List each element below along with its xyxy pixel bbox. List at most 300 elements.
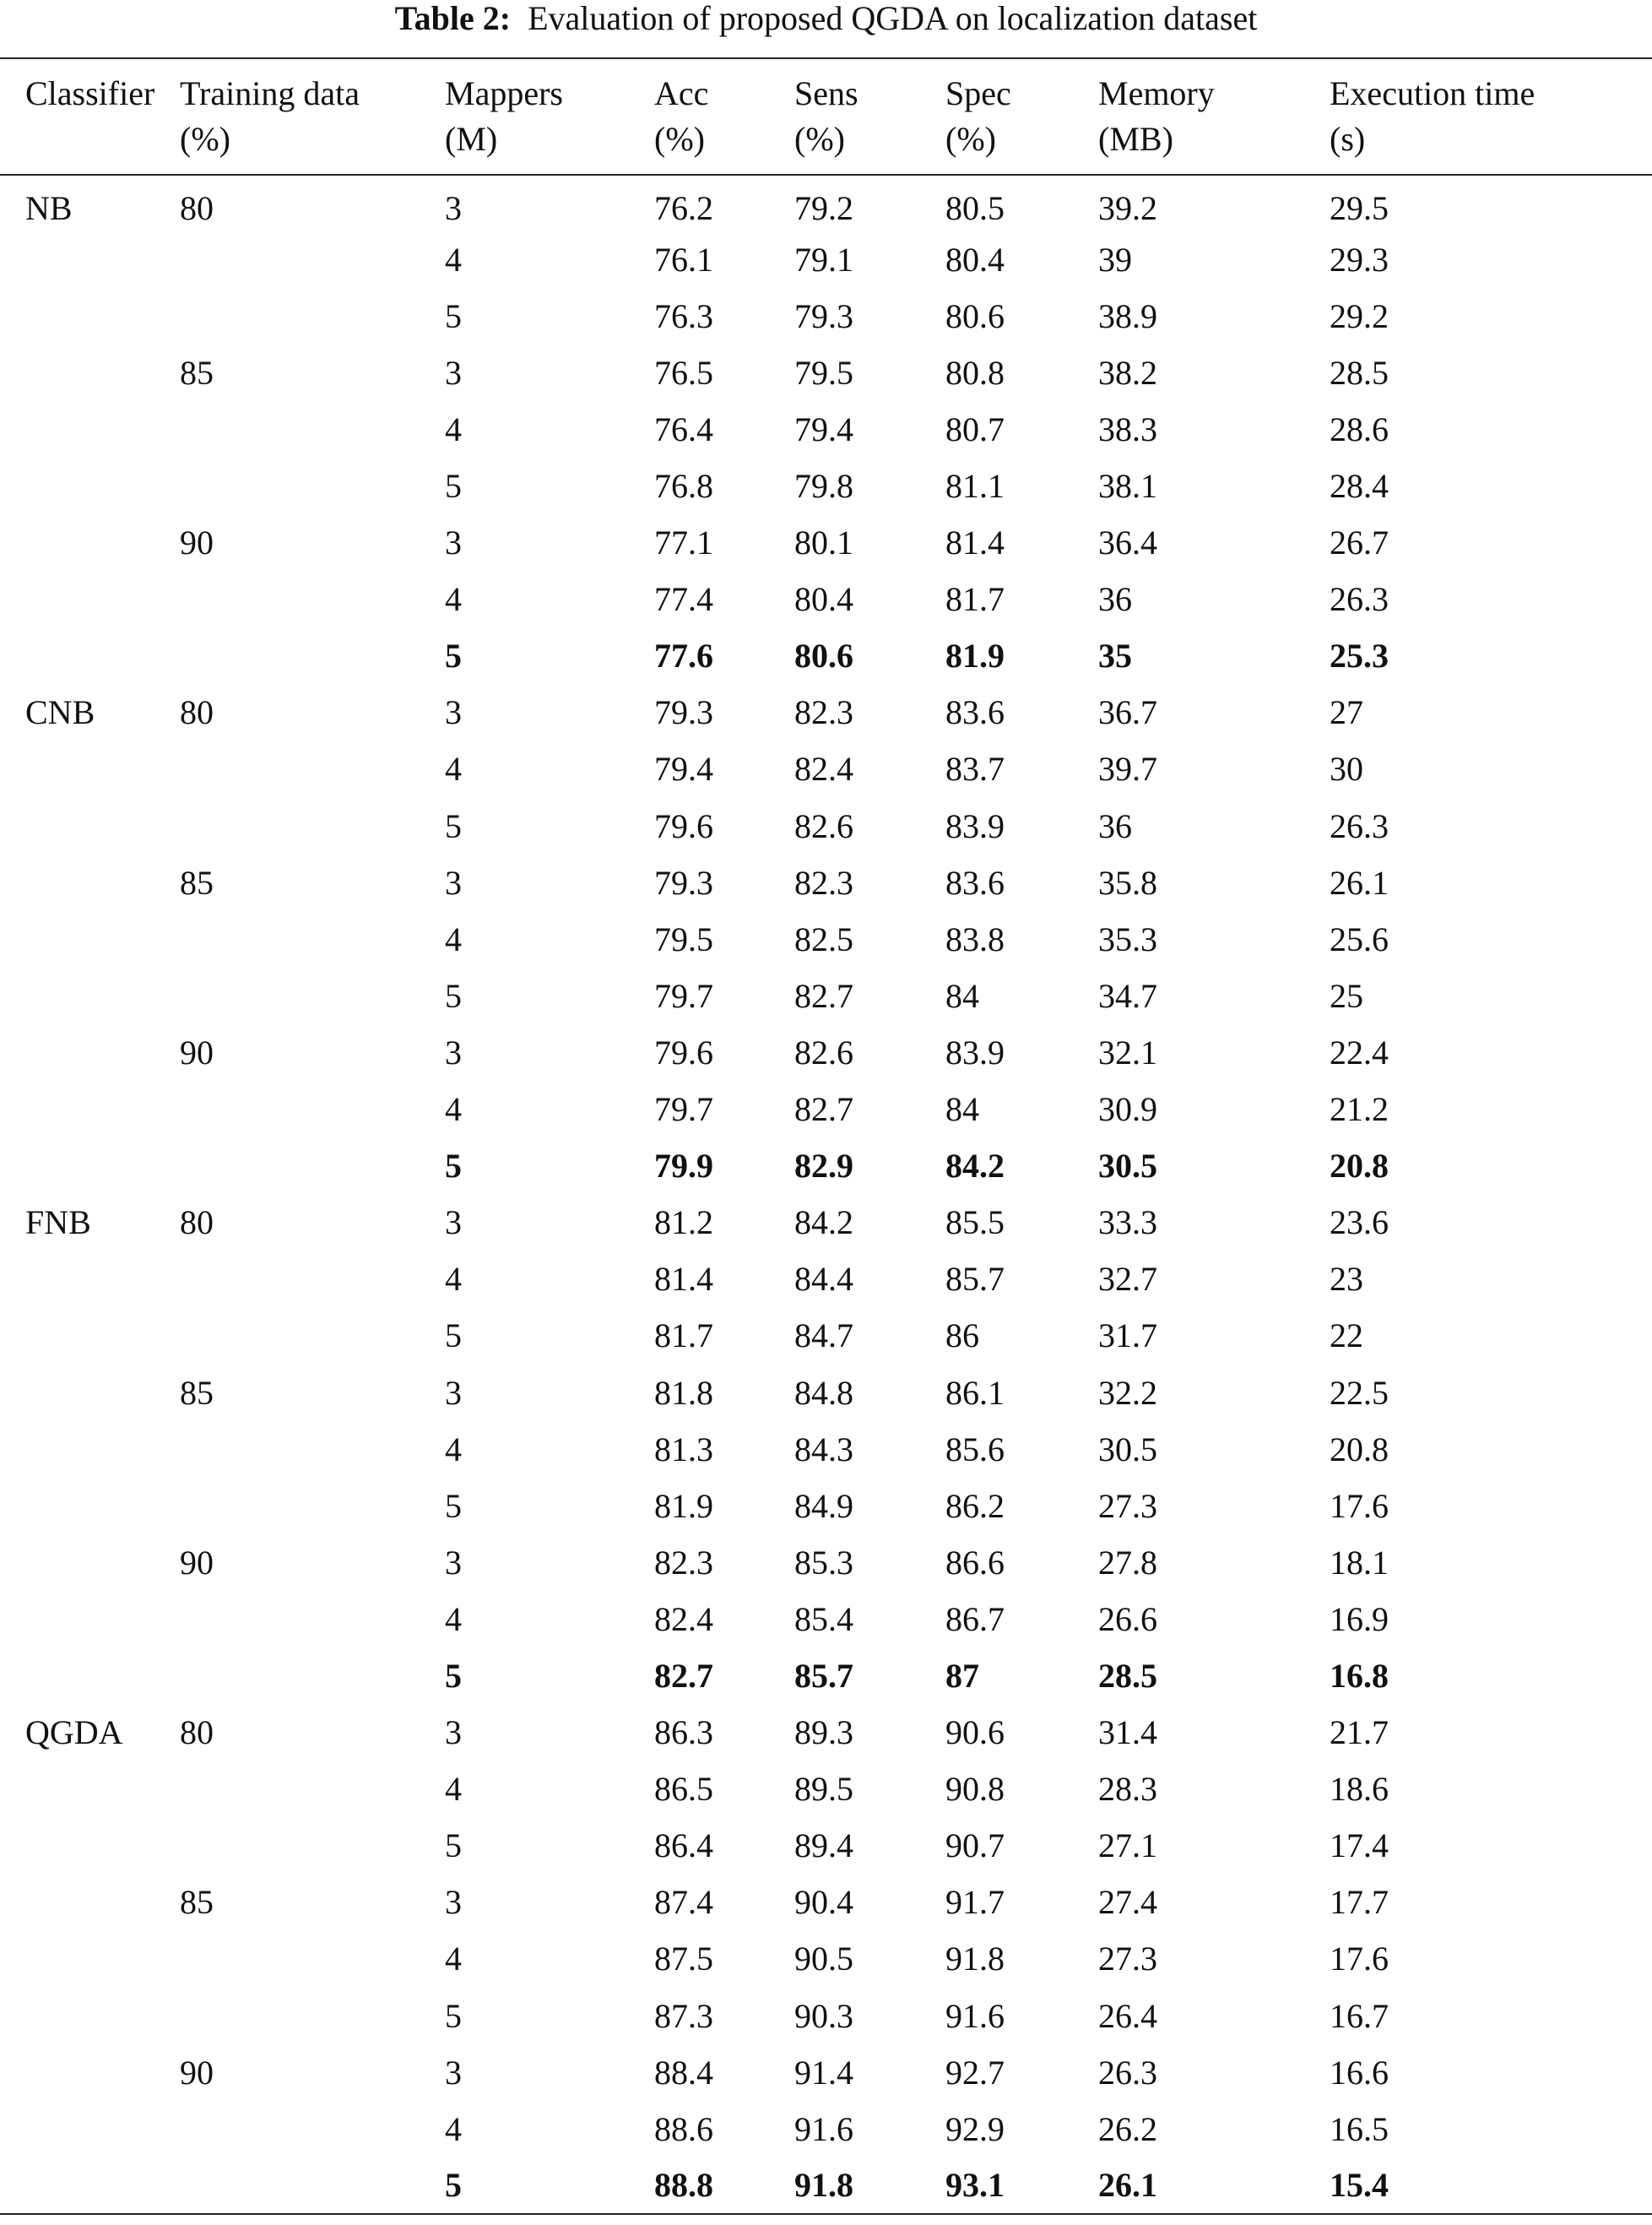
cell-memory: 36 [1098, 806, 1132, 845]
cell-mappers: 3 [445, 693, 462, 732]
cell-memory: 39.2 [1098, 189, 1157, 228]
cell-sens: 79.4 [794, 410, 853, 448]
cell-mappers: 3 [445, 1373, 462, 1412]
cell-execution-time: 28.4 [1330, 467, 1389, 506]
cell-acc: 79.3 [654, 863, 713, 902]
cell-classifier [0, 798, 173, 855]
cell-classifier [0, 628, 173, 685]
cell-mappers: 3 [445, 353, 462, 392]
cell-spec: 83.8 [945, 920, 1005, 958]
cell-memory: 31.7 [1098, 1316, 1157, 1355]
column-header-line: Training data [180, 74, 360, 112]
cell-acc: 77.4 [654, 580, 713, 619]
table-row [0, 1082, 1652, 1138]
cell-sens: 84.3 [794, 1430, 853, 1468]
cell-acc: 86.3 [654, 1713, 713, 1752]
cell-training-data [173, 2157, 445, 2214]
column-header-execution-time [1330, 58, 1652, 175]
cell-execution-time: 18.6 [1330, 1770, 1389, 1809]
table-row [0, 1647, 1652, 1704]
cell-spec: 83.9 [945, 806, 1005, 845]
cell-training-data [173, 1591, 445, 1647]
cell-sens: 85.7 [794, 1656, 853, 1695]
cell-execution-time: 30 [1330, 750, 1363, 789]
table-row [0, 798, 1652, 855]
table-caption [0, 0, 1652, 51]
cell-training-data [173, 1818, 445, 1875]
cell-spec: 91.6 [945, 1996, 1005, 2035]
cell-mappers: 5 [445, 296, 462, 335]
cell-training-data [173, 1082, 445, 1138]
cell-sens: 82.3 [794, 693, 853, 732]
table-row [0, 1988, 1652, 2044]
cell-memory: 38.1 [1098, 467, 1157, 506]
cell-memory: 35.3 [1098, 920, 1157, 958]
cell-spec: 91.7 [945, 1883, 1005, 1922]
cell-execution-time: 26.7 [1330, 524, 1389, 562]
cell-classifier [0, 2101, 173, 2157]
cell-mappers: 5 [445, 467, 462, 506]
column-header-training-data [173, 58, 445, 175]
cell-execution-time: 16.9 [1330, 1599, 1389, 1638]
table-row [0, 1761, 1652, 1818]
cell-mappers: 4 [445, 240, 462, 279]
cell-spec: 83.7 [945, 750, 1005, 789]
cell-execution-time: 18.1 [1330, 1543, 1389, 1582]
cell-spec: 91.8 [945, 1940, 1005, 1978]
cell-mappers: 4 [445, 1260, 462, 1299]
cell-classifier [0, 458, 173, 514]
cell-mappers: 5 [445, 1996, 462, 2035]
cell-sens: 80.1 [794, 524, 853, 562]
cell-spec: 86 [945, 1316, 979, 1355]
cell-execution-time: 22.5 [1330, 1373, 1389, 1412]
column-header-acc [654, 58, 794, 175]
cell-mappers: 3 [445, 524, 462, 562]
cell-execution-time: 28.6 [1330, 410, 1389, 448]
cell-classifier [0, 1024, 173, 1081]
cell-spec: 85.6 [945, 1430, 1005, 1468]
cell-spec: 83.6 [945, 693, 1005, 732]
cell-training-data [173, 628, 445, 685]
cell-execution-time: 17.6 [1330, 1940, 1389, 1978]
cell-mappers: 5 [445, 806, 462, 845]
cell-execution-time: 21.7 [1330, 1713, 1389, 1752]
cell-acc: 77.1 [654, 524, 713, 562]
table-row [0, 1705, 1652, 1761]
cell-classifier [0, 1421, 173, 1478]
cell-sens: 79.2 [794, 189, 853, 228]
cell-training-data [173, 231, 445, 288]
cell-memory: 32.7 [1098, 1260, 1157, 1299]
cell-memory: 38.9 [1098, 296, 1157, 335]
cell-classifier [0, 2157, 173, 2214]
table-row [0, 2044, 1652, 2101]
cell-execution-time: 29.5 [1330, 189, 1389, 228]
cell-training-data [173, 741, 445, 798]
cell-sens: 89.3 [794, 1713, 853, 1752]
cell-memory: 39 [1098, 240, 1132, 279]
cell-training-data [173, 1647, 445, 1704]
cell-training-data: 80 [180, 189, 214, 228]
cell-spec: 83.6 [945, 863, 1005, 902]
cell-acc: 81.9 [654, 1486, 713, 1525]
cell-execution-time: 20.8 [1330, 1430, 1389, 1468]
cell-mappers: 4 [445, 1940, 462, 1978]
cell-acc: 76.1 [654, 240, 713, 279]
cell-sens: 82.6 [794, 806, 853, 845]
cell-sens: 84.4 [794, 1260, 853, 1299]
cell-mappers: 5 [445, 1147, 462, 1186]
cell-mappers: 4 [445, 580, 462, 619]
cell-execution-time: 16.5 [1330, 2109, 1389, 2148]
cell-mappers: 5 [445, 976, 462, 1015]
cell-sens: 82.5 [794, 920, 853, 958]
table-row [0, 628, 1652, 685]
cell-mappers: 5 [445, 1316, 462, 1355]
table-row [0, 572, 1652, 628]
cell-acc: 79.9 [654, 1147, 713, 1186]
table-row [0, 911, 1652, 968]
cell-classifier [0, 231, 173, 288]
column-header-line: Classifier [25, 74, 155, 112]
table-header [0, 58, 1652, 175]
cell-training-data: 85 [180, 863, 214, 902]
cell-sens: 79.8 [794, 467, 853, 506]
cell-spec: 81.4 [945, 524, 1005, 562]
cell-execution-time: 21.2 [1330, 1090, 1389, 1129]
cell-execution-time: 17.6 [1330, 1486, 1389, 1525]
cell-training-data [173, 798, 445, 855]
table-row [0, 1138, 1652, 1195]
table-row [0, 968, 1652, 1024]
cell-spec: 90.7 [945, 1826, 1005, 1865]
cell-sens: 79.5 [794, 353, 853, 392]
table-row [0, 1818, 1652, 1875]
cell-sens: 84.9 [794, 1486, 853, 1525]
cell-classifier [0, 911, 173, 968]
table-row [0, 741, 1652, 798]
column-header-line: Mappers [445, 74, 563, 112]
cell-mappers: 4 [445, 1430, 462, 1468]
column-header-memory [1098, 58, 1330, 175]
cell-acc: 82.3 [654, 1543, 713, 1582]
cell-classifier [0, 572, 173, 628]
cell-sens: 82.9 [794, 1147, 853, 1186]
cell-memory: 30.5 [1098, 1147, 1157, 1186]
cell-memory: 30.5 [1098, 1430, 1157, 1468]
cell-execution-time: 16.7 [1330, 1996, 1389, 2035]
cell-acc: 81.8 [654, 1373, 713, 1412]
cell-sens: 90.3 [794, 1996, 853, 2035]
cell-spec: 92.7 [945, 2053, 1005, 2092]
column-header-sens [794, 58, 945, 175]
table-row [0, 2101, 1652, 2157]
cell-acc: 79.7 [654, 976, 713, 1015]
cell-memory: 27.1 [1098, 1826, 1157, 1865]
table-row [0, 2157, 1652, 2214]
cell-training-data: 90 [180, 2053, 214, 2092]
table-row [0, 1931, 1652, 1988]
cell-spec: 84 [945, 976, 979, 1015]
cell-memory: 27.3 [1098, 1940, 1157, 1978]
cell-mappers: 3 [445, 1883, 462, 1922]
cell-classifier [0, 855, 173, 911]
cell-training-data: 85 [180, 1373, 214, 1412]
cell-training-data [173, 458, 445, 514]
cell-classifier [0, 1647, 173, 1704]
table-row [0, 685, 1652, 741]
cell-execution-time: 17.7 [1330, 1883, 1389, 1922]
cell-classifier: QGDA [25, 1713, 123, 1752]
cell-classifier: NB [25, 189, 73, 228]
cell-classifier [0, 741, 173, 798]
cell-memory: 28.3 [1098, 1770, 1157, 1809]
cell-acc: 86.4 [654, 1826, 713, 1865]
cell-execution-time: 16.8 [1330, 1656, 1389, 1695]
cell-acc: 82.7 [654, 1656, 713, 1695]
cell-mappers: 3 [445, 1203, 462, 1242]
cell-mappers: 5 [445, 637, 462, 676]
table-row [0, 345, 1652, 401]
cell-training-data [173, 1308, 445, 1365]
cell-sens: 79.3 [794, 296, 853, 335]
cell-memory: 34.7 [1098, 976, 1157, 1015]
cell-sens: 84.8 [794, 1373, 853, 1412]
table-row [0, 175, 1652, 231]
cell-memory: 27.4 [1098, 1883, 1157, 1922]
cell-training-data [173, 1251, 445, 1308]
cell-memory: 31.4 [1098, 1713, 1157, 1752]
cell-classifier [0, 1761, 173, 1818]
cell-mappers: 3 [445, 1033, 462, 1072]
cell-classifier [0, 1365, 173, 1421]
cell-classifier [0, 1591, 173, 1647]
cell-sens: 89.5 [794, 1770, 853, 1809]
cell-mappers: 5 [445, 2166, 462, 2205]
cell-sens: 89.4 [794, 1826, 853, 1865]
cell-training-data: 80 [180, 1713, 214, 1752]
cell-memory: 26.6 [1098, 1599, 1157, 1638]
cell-spec: 80.7 [945, 410, 1005, 448]
cell-spec: 85.5 [945, 1203, 1005, 1242]
cell-execution-time: 25.6 [1330, 920, 1389, 958]
cell-memory: 32.2 [1098, 1373, 1157, 1412]
cell-mappers: 4 [445, 1770, 462, 1809]
cell-spec: 81.1 [945, 467, 1005, 506]
cell-mappers: 3 [445, 189, 462, 228]
cell-classifier [0, 968, 173, 1024]
column-header-line: Acc [654, 74, 709, 112]
cell-training-data [173, 401, 445, 458]
cell-acc: 76.8 [654, 467, 713, 506]
cell-acc: 81.4 [654, 1260, 713, 1299]
cell-acc: 82.4 [654, 1599, 713, 1638]
cell-acc: 76.5 [654, 353, 713, 392]
cell-execution-time: 27 [1330, 693, 1363, 732]
cell-training-data [173, 1761, 445, 1818]
cell-acc: 87.3 [654, 1996, 713, 2035]
cell-training-data [173, 1421, 445, 1478]
cell-spec: 92.9 [945, 2109, 1005, 2148]
column-header-mappers [445, 58, 654, 175]
results-table [0, 57, 1652, 2215]
cell-spec: 84 [945, 1090, 979, 1129]
cell-training-data [173, 911, 445, 968]
column-header-line: (MB) [1098, 120, 1173, 158]
cell-sens: 82.4 [794, 750, 853, 789]
cell-spec: 86.7 [945, 1599, 1005, 1638]
cell-sens: 91.6 [794, 2109, 853, 2148]
cell-sens: 79.1 [794, 240, 853, 279]
cell-training-data [173, 1988, 445, 2044]
cell-mappers: 4 [445, 410, 462, 448]
cell-sens: 80.4 [794, 580, 853, 619]
cell-classifier [0, 345, 173, 401]
cell-execution-time: 26.3 [1330, 580, 1389, 619]
column-header-line: (%) [180, 120, 230, 158]
cell-memory: 38.3 [1098, 410, 1157, 448]
cell-spec: 86.1 [945, 1373, 1005, 1412]
cell-memory: 39.7 [1098, 750, 1157, 789]
cell-mappers: 4 [445, 750, 462, 789]
cell-execution-time: 25 [1330, 976, 1363, 1015]
cell-memory: 30.9 [1098, 1090, 1157, 1129]
cell-execution-time: 23 [1330, 1260, 1363, 1299]
cell-memory: 26.4 [1098, 1996, 1157, 2035]
table-row [0, 515, 1652, 572]
table-row [0, 458, 1652, 514]
cell-execution-time: 22.4 [1330, 1033, 1389, 1072]
cell-execution-time: 15.4 [1330, 2166, 1389, 2205]
cell-spec: 84.2 [945, 1147, 1005, 1186]
column-header-line: (%) [945, 120, 996, 158]
cell-spec: 85.7 [945, 1260, 1005, 1299]
table-row [0, 1024, 1652, 1081]
column-header-line: Memory [1098, 74, 1215, 112]
cell-sens: 82.7 [794, 1090, 853, 1129]
cell-mappers: 4 [445, 1090, 462, 1129]
table-caption-text: Evaluation of proposed QGDA on localization dataset [528, 0, 1258, 37]
table-row [0, 1875, 1652, 1931]
cell-training-data: 80 [180, 693, 214, 732]
cell-spec: 81.9 [945, 637, 1005, 676]
cell-classifier [0, 288, 173, 345]
cell-training-data [173, 968, 445, 1024]
cell-training-data: 90 [180, 524, 214, 562]
cell-sens: 85.4 [794, 1599, 853, 1638]
cell-training-data [173, 1931, 445, 1988]
cell-memory: 38.2 [1098, 353, 1157, 392]
cell-memory: 32.1 [1098, 1033, 1157, 1072]
cell-classifier [0, 1931, 173, 1988]
cell-memory: 28.5 [1098, 1656, 1157, 1695]
cell-acc: 76.3 [654, 296, 713, 335]
cell-classifier [0, 1875, 173, 1931]
column-header-spec [945, 58, 1098, 175]
cell-acc: 79.5 [654, 920, 713, 958]
cell-training-data: 90 [180, 1033, 214, 1072]
cell-spec: 87 [945, 1656, 979, 1695]
cell-spec: 90.8 [945, 1770, 1005, 1809]
cell-memory: 26.3 [1098, 2053, 1157, 2092]
cell-mappers: 4 [445, 2109, 462, 2148]
cell-memory: 27.3 [1098, 1486, 1157, 1525]
cell-acc: 86.5 [654, 1770, 713, 1809]
column-header-line: (M) [445, 120, 498, 158]
cell-mappers: 3 [445, 2053, 462, 2092]
cell-acc: 87.5 [654, 1940, 713, 1978]
column-header-line: (%) [794, 120, 845, 158]
cell-spec: 93.1 [945, 2166, 1005, 2205]
cell-classifier [0, 515, 173, 572]
cell-spec: 80.6 [945, 296, 1005, 335]
cell-sens: 82.3 [794, 863, 853, 902]
cell-execution-time: 29.3 [1330, 240, 1389, 279]
table-row [0, 231, 1652, 288]
cell-spec: 80.4 [945, 240, 1005, 279]
cell-classifier [0, 2044, 173, 2101]
table-body [0, 175, 1652, 2214]
table-row [0, 1365, 1652, 1421]
cell-training-data: 85 [180, 1883, 214, 1922]
cell-memory: 36.4 [1098, 524, 1157, 562]
cell-execution-time: 26.3 [1330, 806, 1389, 845]
cell-execution-time: 26.1 [1330, 863, 1389, 902]
cell-classifier [0, 1308, 173, 1365]
cell-classifier [0, 1138, 173, 1195]
cell-acc: 81.7 [654, 1316, 713, 1355]
cell-spec: 80.5 [945, 189, 1005, 228]
cell-memory: 36.7 [1098, 693, 1157, 732]
cell-acc: 88.4 [654, 2053, 713, 2092]
column-header-line: (%) [654, 120, 705, 158]
cell-classifier: CNB [25, 693, 95, 732]
column-header-classifier [0, 58, 173, 175]
cell-mappers: 5 [445, 1826, 462, 1865]
cell-execution-time: 25.3 [1330, 637, 1389, 676]
cell-classifier [0, 1534, 173, 1591]
cell-sens: 84.7 [794, 1316, 853, 1355]
cell-sens: 90.4 [794, 1883, 853, 1922]
table-row [0, 1195, 1652, 1251]
cell-sens: 84.2 [794, 1203, 853, 1242]
table-row [0, 1478, 1652, 1534]
table-row [0, 1251, 1652, 1308]
cell-execution-time: 16.6 [1330, 2053, 1389, 2092]
cell-acc: 79.6 [654, 806, 713, 845]
cell-training-data: 80 [180, 1203, 214, 1242]
cell-spec: 86.2 [945, 1486, 1005, 1525]
cell-acc: 79.4 [654, 750, 713, 789]
cell-memory: 33.3 [1098, 1203, 1157, 1242]
table-row [0, 1308, 1652, 1365]
cell-memory: 35.8 [1098, 863, 1157, 902]
table-row [0, 855, 1652, 911]
cell-execution-time: 17.4 [1330, 1826, 1389, 1865]
cell-acc: 81.2 [654, 1203, 713, 1242]
cell-mappers: 5 [445, 1656, 462, 1695]
cell-sens: 80.6 [794, 637, 853, 676]
table-row [0, 1591, 1652, 1647]
column-header-line: Execution time [1330, 74, 1536, 112]
cell-sens: 91.4 [794, 2053, 853, 2092]
cell-memory: 26.1 [1098, 2166, 1157, 2205]
cell-acc: 88.8 [654, 2166, 713, 2205]
cell-memory: 35 [1098, 637, 1132, 676]
table-row [0, 1421, 1652, 1478]
cell-sens: 85.3 [794, 1543, 853, 1582]
